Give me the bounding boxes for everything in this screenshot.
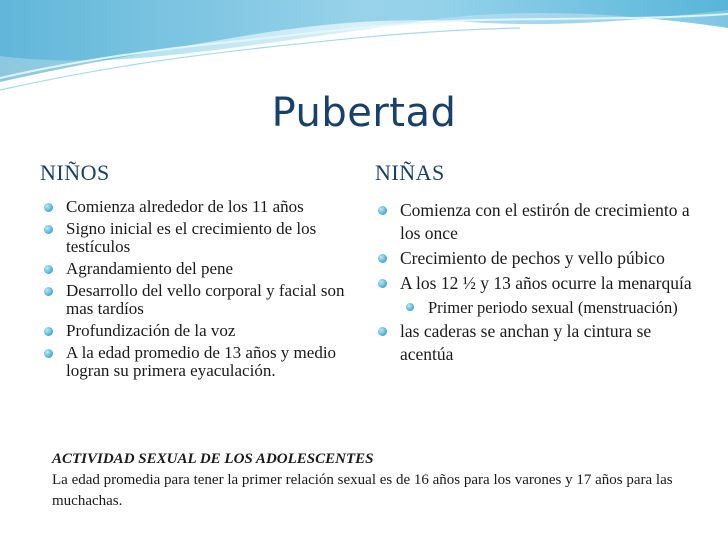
bullet-icon [378,206,387,215]
list-item-text: A la edad promedio de 13 años y medio logran su primera eyaculación. [66,343,337,380]
list-item-text: A los 12 ½ y 13 años ocurre la menarquía [400,273,692,293]
sub-list-item [374,297,694,318]
list-item [40,282,350,318]
list-item-text: las caderas se anchan y la cintura se acentúa [400,321,652,364]
footer-note [52,449,692,512]
list-item-text: Desarrollo del vello corporal y facial son mas tardíos [66,281,345,318]
bullet-icon [44,287,53,296]
list-item [40,344,350,380]
bullet-icon [44,203,53,212]
column-heading-ninas: NIÑAS [375,160,445,185]
list-item-text: Signo inicial es el crecimiento de los testículos [66,219,317,256]
ninas-bullet-list [374,199,694,368]
list-item-text: Crecimiento de pechos y vello púbico [400,248,665,268]
decorative-wave-header [0,0,728,100]
slide-title: Pubertad [271,90,457,136]
list-item [374,247,694,270]
list-item [374,272,694,295]
list-item [40,220,350,256]
bullet-icon [378,279,387,288]
ninos-bullet-list [40,198,350,384]
list-item-text: Comienza alrededor de los 11 años [66,197,304,216]
bullet-icon [44,265,53,274]
list-item-text: Comienza con el estirón de crecimiento a los once [400,200,690,243]
list-item-text: Profundización de la voz [66,321,236,340]
sub-list-item-text: Primer periodo sexual (menstruación) [428,298,678,317]
footer-text: La edad promedia para tener la primer relación sexual es de 16 años para los varones y 17 años para las muchachas. [52,472,673,509]
list-item-text: Agrandamiento del pene [66,259,234,278]
bullet-icon [44,349,53,358]
list-item [40,198,350,216]
bullet-icon [44,225,53,234]
list-item [40,260,350,278]
list-item [40,322,350,340]
list-item [374,320,694,366]
list-item [374,199,694,245]
column-heading-ninos: NIÑOS [40,160,110,185]
footer-heading: ACTIVIDAD SEXUAL DE LOS ADOLESCENTES [52,451,374,467]
bullet-icon [378,327,387,336]
bullet-icon [44,327,53,336]
bullet-icon [406,303,414,311]
bullet-icon [378,254,387,263]
